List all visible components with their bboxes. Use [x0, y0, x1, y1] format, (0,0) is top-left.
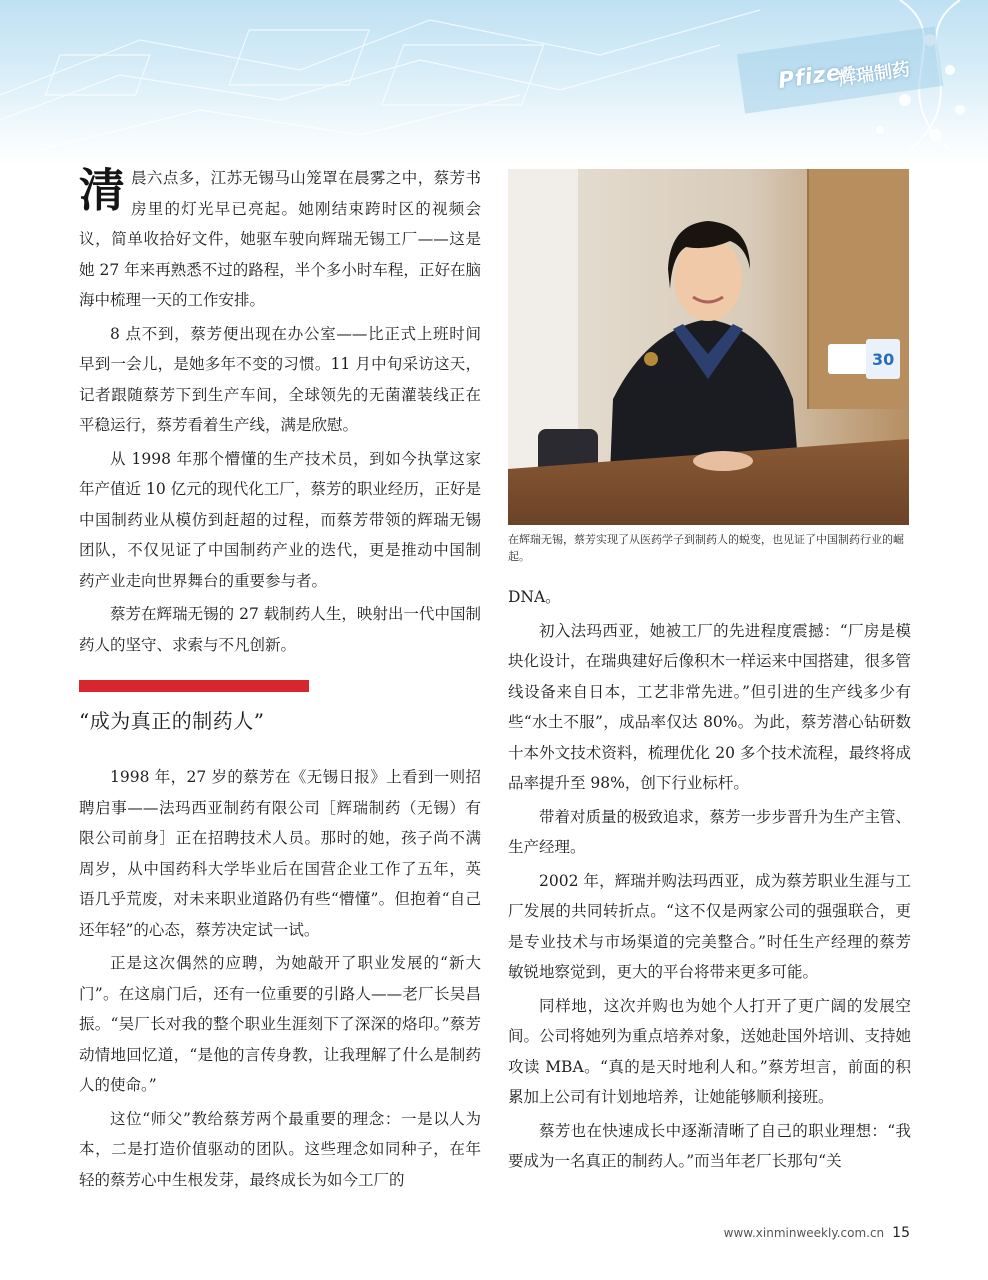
pfizer-logo: Pfizer	[776, 58, 855, 95]
intro-column	[79, 163, 481, 663]
body-right-paragraph: 初入法玛西亚，她被工厂的先进程度震撼：“厂房是模块化设计，在瑞典建好后像积木一样运来中国搭建，很多管线设备来自日本，工艺非常先进。”但引进的生产线多少有些“水土不服”，成品率仅达 80%。为此，蔡芳潜心钻研数十本外文技术资料，梳理优化 20 多个技术流程，最终将成品率提升至 98%，创下行业标杆。	[508, 621, 912, 792]
dropcap: 清	[79, 163, 125, 217]
intro-paragraph-4: 蔡芳在辉瑞无锡的 27 载制药人生，映射出一代中国制药人的坚守、求索与不凡创新。	[79, 605, 481, 654]
intro-paragraph-3: 从 1998 年那个懵懂的生产技术员，到如今执掌这家年产值近 10 亿元的现代化工厂，蔡芳的职业经历，正好是中国制药业从模仿到赶超的过程，而蔡芳带领的辉瑞无锡团队，不仅见证了中国制药产业的迭代，更是推动中国制药产业走向世界舞台的重要参与者。	[79, 449, 481, 590]
pfizer-logo-cn: 辉瑞制药	[837, 59, 912, 90]
body-left-column	[79, 762, 481, 1198]
body-right-column	[508, 582, 911, 1180]
section-heading	[79, 680, 481, 736]
section-accent-bar	[79, 680, 309, 692]
desk-flag-label: 30	[872, 350, 895, 369]
body-right-paragraph: 同样地，这次并购也为她个人打开了更广阔的发展空间。公司将她列为重点培养对象，送她赴国外培训、支持她攻读 MBA。“真的是天时地利人和。”蔡芳坦言，前面的积累加上公司有计划地培养，让她能够顺利接班。	[508, 996, 912, 1106]
photo-caption: 在辉瑞无锡，蔡芳实现了从医药学子到制药人的蜕变，也见证了中国制药行业的崛起。	[508, 533, 904, 563]
body-right-paragraph: 蔡芳也在快速成长中逐渐清晰了自己的职业理想：“我要成为一名真正的制药人。”而当年老厂长那句“关	[508, 1121, 911, 1170]
portrait-photo	[508, 169, 909, 525]
page-footer	[724, 1225, 910, 1241]
footer-url[interactable]: www.xinminweekly.com.cn	[723, 1226, 885, 1240]
intro-paragraph-1	[79, 163, 481, 316]
portrait-illustration	[508, 169, 909, 525]
body-right-paragraph: 2002 年，辉瑞并购法玛西亚，成为蔡芳职业生涯与工厂发展的共同转折点。“这不仅是两家公司的强强联合，更是专业技术与市场渠道的完美整合。”时任生产经理的蔡芳敏锐地察觉到，更大的平台将带来更多可能。	[508, 871, 911, 981]
intro-paragraph-2: 8 点不到，蔡芳便出现在办公室——比正式上班时间早到一会儿，是她多年不变的习惯。11 月中旬采访这天，记者跟随蔡芳下到生产车间，全球领先的无菌灌装线正在平稳运行，蔡芳看着生产线，满是欣慰。	[79, 324, 481, 434]
header-banner	[0, 0, 988, 165]
body-left-paragraph: 1998 年，27 岁的蔡芳在《无锡日报》上看到一则招聘启事——法玛西亚制药有限公司［辉瑞制药（无锡）有限公司前身］正在招聘技术人员。那时的她，孩子尚不满周岁，从中国药科大学毕业后在国营企业工作了五年，英语几乎荒废，对未来职业道路仍有些“懵懂”。但抱着“自己还年轻”的心态，蔡芳决定试一试。	[79, 768, 481, 939]
body-left-paragraph: 正是这次偶然的应聘，为她敲开了职业发展的“新大门”。在这扇门后，还有一位重要的引路人——老厂长吴昌振。“吴厂长对我的整个职业生涯刻下了深深的烙印。”蔡芳动情地回忆道，“是他的言传身教，让我理解了什么是制药人的使命。”	[79, 954, 481, 1094]
body-right-paragraph: 带着对质量的极致追求，蔡芳一步步晋升为生产主管、生产经理。	[508, 807, 912, 856]
body-left-paragraph: 这位“师父”教给蔡芳两个最重要的理念：一是以人为本，二是打造价值驱动的团队。这些理念如同种子，在年轻的蔡芳心中生根发芽，最终成长为如今工厂的	[79, 1109, 481, 1189]
section-title: “成为真正的制药人”	[79, 709, 265, 733]
page-number: 15	[892, 1225, 910, 1241]
intro-paragraph-1-text: 晨六点多，江苏无锡马山笼罩在晨雾之中，蔡芳书房里的灯光早已亮起。她刚结束跨时区的视频会议，简单收拾好文件，她驱车驶向辉瑞无锡工厂——这是她 27 年来再熟悉不过的路程，半个多小时车程，正好在脑海中梳理一天的工作安排。	[79, 169, 481, 309]
body-right-paragraph: DNA。	[508, 588, 561, 606]
